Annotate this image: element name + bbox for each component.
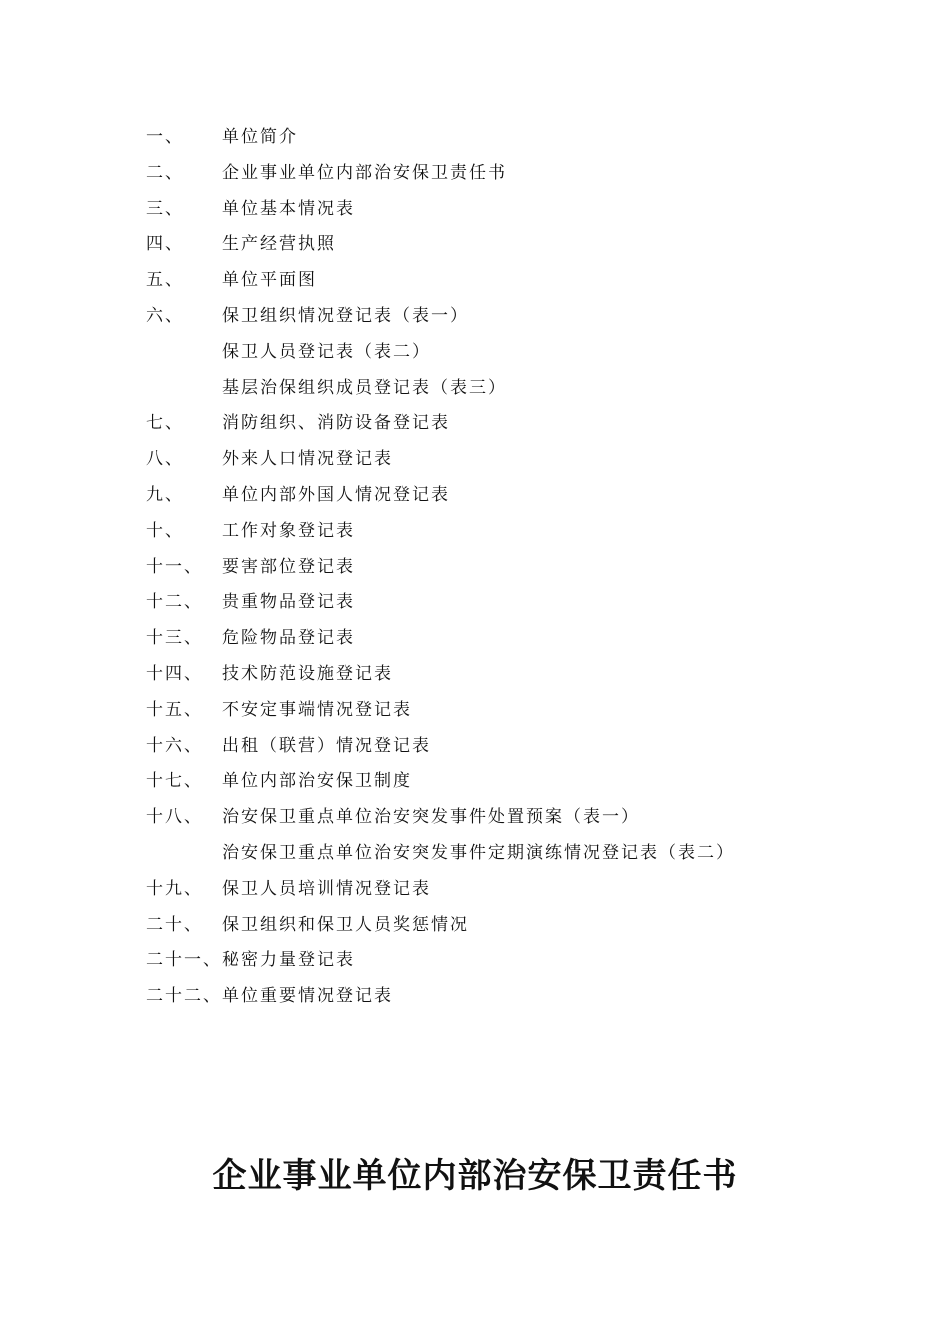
toc-item-number: 八、 [146,449,184,470]
toc-item-text: 要害部位登记表 [222,556,355,577]
toc-subitem [146,335,846,371]
toc-subitem [146,836,846,872]
toc-item-number: 一、 [146,127,184,147]
toc-item-number: 四、 [146,234,184,255]
toc-item [146,908,846,944]
toc-item-number: 二十、 [146,914,203,935]
toc-item-text: 治安保卫重点单位治安突发事件定期演练情况登记表（表二） [222,842,735,863]
toc-item-text: 秘密力量登记表 [222,950,355,971]
document-title: 企业事业单位内部治安保卫责任书 [212,1156,738,1196]
toc-item-number: 二十一、 [146,950,222,971]
toc-item-number: 十九、 [146,878,203,899]
toc-item-number: 三、 [146,198,184,219]
toc-item [146,872,846,908]
toc-item-text: 保卫人员登记表（表二） [222,341,431,362]
toc-item [146,514,846,550]
toc-item-text: 单位重要情况登记表 [222,986,393,1007]
toc-item-text: 保卫人员培训情况登记表 [222,878,431,899]
toc-item [146,693,846,729]
toc-item [146,764,846,800]
toc-item-number: 十二、 [146,592,203,613]
toc-item-text: 基层治保组织成员登记表（表三） [222,377,507,398]
toc-item-number: 十三、 [146,628,203,649]
toc-item [146,478,846,514]
toc-item-text: 单位基本情况表 [222,198,355,219]
toc-item-number: 十六、 [146,735,203,756]
toc-item-text: 单位内部治安保卫制度 [222,771,412,792]
toc-item-number: 十七、 [146,771,203,792]
toc-item-text: 单位内部外国人情况登记表 [222,484,450,505]
toc-item-number: 十四、 [146,663,203,684]
toc-item-text: 出租（联营）情况登记表 [222,735,431,756]
toc-subitem [146,371,846,407]
toc-item-number: 十八、 [146,807,203,828]
toc-item-text: 治安保卫重点单位治安突发事件处置预案（表一） [222,807,640,828]
toc-item [146,729,846,765]
toc-item-number: 十五、 [146,699,203,720]
toc-item-number: 二、 [146,162,184,183]
toc-item-number: 二十二、 [146,986,222,1007]
toc-item-text: 贵重物品登记表 [222,592,355,613]
table-of-contents [146,120,846,1015]
toc-item [146,442,846,478]
toc-item-text: 消防组织、消防设备登记表 [222,413,450,434]
toc-item-text: 危险物品登记表 [222,628,355,649]
toc-item-text: 保卫组织情况登记表（表一） [222,305,469,326]
toc-item [146,120,846,156]
toc-item [146,550,846,586]
toc-item-text: 外来人口情况登记表 [222,449,393,470]
toc-item-number: 九、 [146,484,184,505]
toc-item-text: 单位平面图 [222,270,317,291]
toc-item-number: 七、 [146,413,184,434]
toc-item-number: 十一、 [146,556,203,577]
toc-item-text: 不安定事端情况登记表 [222,699,412,720]
toc-item [146,943,846,979]
toc-item [146,979,846,1015]
toc-item [146,800,846,836]
toc-item-text: 企业事业单位内部治安保卫责任书 [222,162,507,183]
toc-item [146,263,846,299]
toc-item-text: 技术防范设施登记表 [222,663,393,684]
toc-item [146,621,846,657]
toc-item-text: 工作对象登记表 [222,520,355,541]
toc-item-number: 六、 [146,305,184,326]
toc-item [146,156,846,192]
toc-item [146,227,846,263]
toc-item [146,406,846,442]
toc-item [146,299,846,335]
toc-item [146,657,846,693]
toc-item-number: 十、 [146,520,184,541]
toc-item-text: 单位简介 [222,127,298,147]
toc-item [146,585,846,621]
toc-item-number: 五、 [146,270,184,291]
toc-item [146,192,846,228]
toc-item-text: 保卫组织和保卫人员奖惩情况 [222,914,469,935]
toc-item-text: 生产经营执照 [222,234,336,255]
